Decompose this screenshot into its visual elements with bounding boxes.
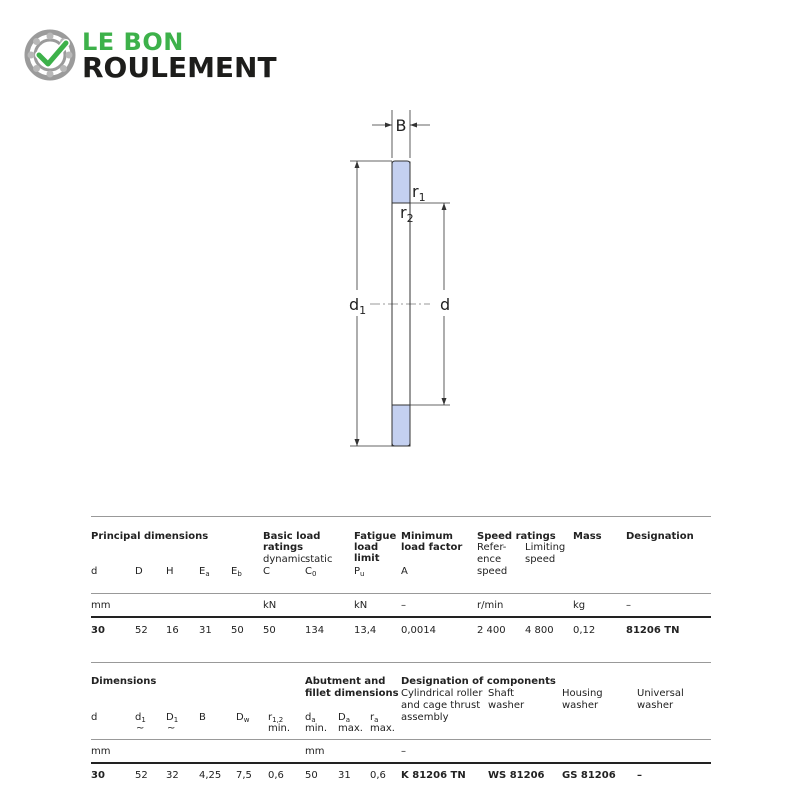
sub-static: static: [305, 554, 333, 565]
row1-Eb: 50: [231, 625, 244, 636]
sub-shaft-2: washer: [488, 700, 525, 711]
table2-mid-rule: [91, 739, 711, 740]
sym-C: C: [263, 566, 270, 577]
sym-Eb: $E_b$: [231, 566, 242, 578]
row1-ref-speed: 2 400: [477, 625, 506, 636]
washer-section-top: [392, 161, 410, 203]
logo-line-2: ROULEMENT: [82, 51, 277, 84]
washer-section-bottom: [392, 405, 410, 446]
row1-lim-speed: 4 800: [525, 625, 554, 636]
logo: [24, 28, 304, 88]
hdr-minimum-1: Minimum: [401, 531, 453, 542]
sym2-min-1: min.: [268, 723, 291, 734]
row1-D: 52: [135, 625, 148, 636]
unit-dash-2: –: [626, 600, 631, 611]
sub-universal-2: washer: [637, 700, 674, 711]
sym-D: D: [135, 566, 143, 577]
label-r2: $r_2$: [400, 203, 414, 225]
sym-Ea: $E_a$: [199, 566, 210, 578]
row2-Dw: 7,5: [236, 770, 252, 781]
hdr-principal: Principal dimensions: [91, 531, 209, 542]
row1-Ea: 31: [199, 625, 212, 636]
row2-cyl-assembly: K 81206 TN: [401, 770, 466, 781]
unit-kN-2: kN: [354, 600, 368, 611]
hdr-minimum-2: load factor: [401, 542, 463, 553]
hdr-designation-components: Designation of components: [401, 676, 556, 687]
hdr-fatigue-2: load: [354, 542, 379, 553]
unit2-mm-2: mm: [305, 746, 325, 757]
row2-d: 30: [91, 770, 105, 781]
table1-mid-rule: [91, 593, 711, 594]
table2-dark-rule: [91, 762, 711, 764]
row1-d: 30: [91, 625, 105, 636]
sym2-min-2: min.: [305, 723, 328, 734]
unit2-mm-1: mm: [91, 746, 111, 757]
sub-shaft-1: Shaft: [488, 688, 515, 699]
label-b: B: [395, 116, 407, 135]
row1-C0: 134: [305, 625, 325, 636]
logo-line-1: LE BON: [82, 28, 184, 56]
row2-d1: 52: [135, 770, 148, 781]
hdr-abutment-1: Abutment and: [305, 676, 386, 687]
row2-shaft-washer: WS 81206: [488, 770, 545, 781]
sub-refer-1: Refer-: [477, 542, 507, 553]
row2-housing-washer: GS 81206: [562, 770, 616, 781]
sym-d: d: [91, 566, 98, 577]
sym-H: H: [166, 566, 174, 577]
row2-Da: 31: [338, 770, 351, 781]
sym2-r12: $r_{1,2}$: [268, 712, 284, 724]
table1-top-rule: [91, 516, 711, 517]
hdr-speed: Speed ratings: [477, 531, 556, 542]
table2-top-rule: [91, 662, 711, 663]
sub-cyl-3: assembly: [401, 712, 449, 723]
sub-universal-1: Universal: [637, 688, 684, 699]
row2-universal-washer: –: [637, 770, 642, 781]
row1-designation: 81206 TN: [626, 625, 680, 636]
row2-B: 4,25: [199, 770, 222, 781]
sub-cyl-1: Cylindrical roller: [401, 688, 483, 699]
unit-mm: mm: [91, 600, 111, 611]
sub-limiting-2: speed: [525, 554, 556, 565]
sym2-Da: $D_a$: [338, 712, 350, 724]
sub-cyl-2: and cage thrust: [401, 700, 481, 711]
row2-da: 50: [305, 770, 318, 781]
sym2-d: d: [91, 712, 98, 723]
sym2-d1: $d_1$: [135, 712, 146, 724]
hdr-mass: Mass: [573, 531, 602, 542]
table1-dark-rule: [91, 616, 711, 618]
row1-A: 0,0014: [401, 625, 436, 636]
sym2-max-1: max.: [338, 723, 363, 734]
sym-Pu: $P_u$: [354, 566, 365, 578]
label-r1: $r_1$: [412, 182, 426, 204]
row2-D1: 32: [166, 770, 179, 781]
sub-housing-1: Housing: [562, 688, 603, 699]
label-d: d: [440, 295, 451, 314]
sym2-B: B: [199, 712, 206, 723]
hdr-abutment-2: fillet dimensions: [305, 688, 399, 699]
bearing-check-icon: [24, 28, 80, 84]
sym2-Dw: $D_w$: [236, 712, 250, 724]
label-d1: $d_1$: [349, 295, 367, 317]
bearing-cross-section-drawing: [330, 110, 470, 460]
hdr-dimensions: Dimensions: [91, 676, 157, 687]
sym-A: A: [401, 566, 408, 577]
hdr-fatigue-3: limit: [354, 553, 380, 564]
sub-dynamic: dynamic: [263, 554, 306, 565]
row1-mass: 0,12: [573, 625, 596, 636]
unit-rmin: r/min: [477, 600, 504, 611]
unit-kN-1: kN: [263, 600, 277, 611]
sym2-d1-approx: ~: [136, 723, 145, 734]
hdr-fatigue-1: Fatigue: [354, 531, 397, 542]
sub-limiting-1: Limiting: [525, 542, 566, 553]
unit2-dash: –: [401, 746, 406, 757]
sub-refer-3: speed: [477, 566, 508, 577]
row1-C: 50: [263, 625, 276, 636]
hdr-designation: Designation: [626, 531, 694, 542]
hdr-basic-load-2: ratings: [263, 542, 304, 553]
hdr-basic-load-1: Basic load: [263, 531, 321, 542]
row2-r12: 0,6: [268, 770, 284, 781]
sym2-D1-approx: ~: [167, 723, 176, 734]
sym2-ra: $r_a$: [370, 712, 379, 724]
row1-H: 16: [166, 625, 179, 636]
row1-Pu: 13,4: [354, 625, 377, 636]
unit-kg: kg: [573, 600, 586, 611]
sym2-max-2: max.: [370, 723, 395, 734]
sym-C0: $C_0$: [305, 566, 317, 578]
unit-dash-1: –: [401, 600, 406, 611]
sym2-D1: $D_1$: [166, 712, 179, 724]
row2-ra: 0,6: [370, 770, 386, 781]
sub-housing-2: washer: [562, 700, 599, 711]
sub-refer-2: ence: [477, 554, 502, 565]
sym2-da: $d_a$: [305, 712, 316, 724]
